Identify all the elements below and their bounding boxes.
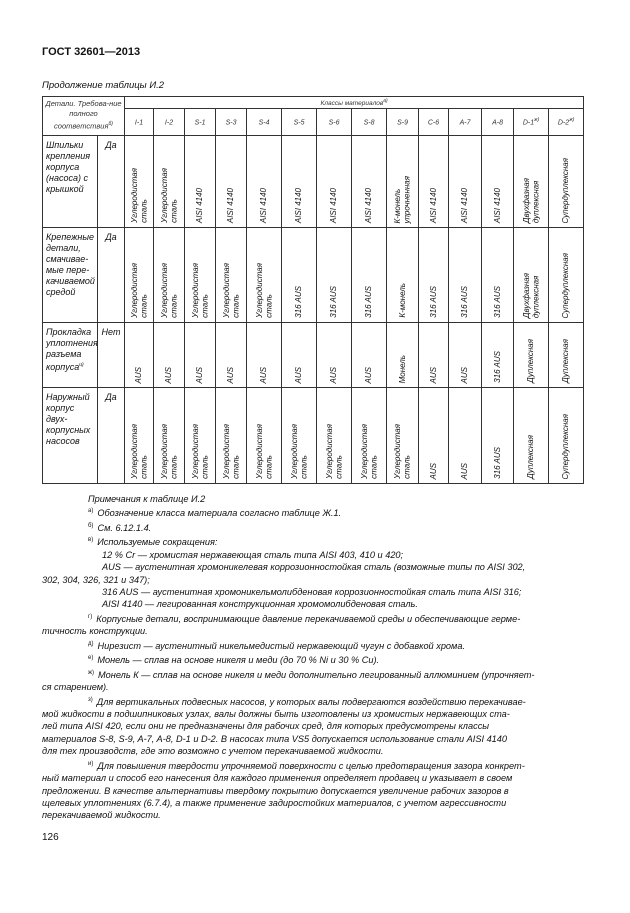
material-cell [282, 136, 317, 228]
material-cell [154, 323, 185, 388]
class-label [549, 109, 584, 136]
material-text: AUS [428, 462, 438, 479]
material-text: AISI 4140 [492, 187, 502, 223]
material-text: Монель [397, 354, 407, 383]
note-line: ся старением). [42, 682, 109, 693]
note-label: д) [88, 640, 94, 647]
material-text: Углеродистая сталь [159, 424, 179, 479]
requirement-cell [98, 388, 125, 484]
note-line: ный материал и способ его нанесения для каждого применения определяет продавец и указывает в своем [42, 773, 513, 784]
note-label: и) [88, 760, 94, 767]
material-cell [352, 323, 387, 388]
materials-table [42, 96, 584, 484]
material-text: 316 AUS [492, 286, 502, 318]
part-cell [43, 388, 98, 484]
material-text: AISI 4140 [259, 187, 269, 223]
note-line: лей типа AISI 420, если они не предназначены для рабочих сред, для которых предусмотрены классы [42, 721, 490, 732]
class-label-text: S-9 [397, 119, 408, 127]
parts-column-header [43, 97, 125, 136]
material-cell [352, 228, 387, 323]
part-cell [43, 323, 98, 388]
material-text: Дуплексная [526, 435, 536, 479]
table-row [43, 228, 584, 323]
material-text: Углеродистая сталь [129, 263, 149, 318]
material-cell [216, 136, 247, 228]
material-cell [125, 388, 154, 484]
material-text: AISI 4140 [329, 187, 339, 223]
material-text: Углеродистая сталь [190, 424, 210, 479]
note-line: перекачиваемой жидкости. [42, 810, 161, 821]
material-text: К-монель упрочненная [393, 175, 412, 223]
parts-header-sup: б) [108, 121, 113, 127]
material-cell [387, 136, 419, 228]
material-cell [247, 136, 282, 228]
material-cell [216, 388, 247, 484]
note-line: щелевых уплотнениях (6.7.4), а также применение задиростойких материалов, с учетом агрессивности [42, 797, 507, 808]
material-cell [185, 228, 216, 323]
material-cell [125, 323, 154, 388]
material-cell [449, 388, 482, 484]
class-label [154, 109, 185, 136]
class-labels-row [43, 109, 584, 136]
material-text: AISI 4140 [226, 187, 236, 223]
material-text: AUS [226, 366, 236, 383]
note-label: ж) [88, 669, 95, 676]
note-text: Для вертикальных подвесных насосов, у которых валы подвергаются воздействию перекачивае- [96, 696, 526, 707]
material-text: Углеродистая сталь [359, 424, 379, 479]
part-text: Наружный корпус двух-корпусных насосов [46, 392, 91, 446]
material-cell [514, 228, 549, 323]
material-text: AUS [294, 366, 304, 383]
material-text: Супердуплексная [561, 413, 571, 479]
class-label-text: I-1 [134, 119, 144, 127]
note-line: 302, 304, 326, 321 и 347); [42, 574, 150, 585]
material-cell [419, 228, 449, 323]
material-text: Углеродистая сталь [221, 263, 241, 318]
class-label [514, 109, 549, 136]
material-cell [549, 228, 584, 323]
class-label-text: S-3 [225, 119, 237, 127]
part-text: Крепежные детали, смачивае-мые пере-качиваемой средой [46, 232, 95, 297]
material-text: AISI 4140 [294, 187, 304, 223]
material-text: Дуплексная [561, 339, 571, 383]
note-line: 316 AUS — аустенитная хромоникельмолибденовая коррозионностойкая сталь типа AISI 316; [102, 587, 522, 598]
material-cell [247, 323, 282, 388]
note-label: з) [88, 696, 93, 703]
note-line: AUS — аустенитная хромоникелевая коррозионностойкая сталь (возможные типы по AISI 302, [102, 562, 526, 573]
notes-title: Примечания к таблице И.2 [88, 494, 206, 504]
material-text: Углеродистая сталь [254, 424, 274, 479]
requirement-cell [98, 136, 125, 228]
material-cell [317, 323, 352, 388]
note-text: Монель — сплав на основе никеля и меди (до 70 % Ni и 30 % Cu). [97, 655, 380, 666]
material-cell [449, 323, 482, 388]
class-label-text: D-2 [557, 119, 570, 127]
material-cell [482, 228, 514, 323]
material-text: AUS [134, 366, 144, 383]
class-label [387, 109, 419, 136]
material-text: 316 AUS [492, 351, 502, 383]
part-sup: и) [79, 362, 84, 368]
material-cell [387, 323, 419, 388]
parts-header-text: Детали. Требова-ние полного соответствия [45, 99, 122, 131]
table-caption: Продолжение таблицы И.2 [42, 80, 165, 91]
material-cell [482, 136, 514, 228]
material-cell [387, 388, 419, 484]
material-text: Углеродистая сталь [129, 424, 149, 479]
material-text: AUS [164, 366, 174, 383]
table-row [43, 323, 584, 388]
material-cell [317, 388, 352, 484]
material-text: Углеродистая сталь [393, 424, 412, 479]
material-cell [154, 388, 185, 484]
class-label [247, 109, 282, 136]
class-label [449, 109, 482, 136]
part-text: Прокладка уплотнения разъема корпуса [46, 327, 98, 372]
table-row [43, 136, 584, 228]
material-text: 316 AUS [329, 286, 339, 318]
material-text: Углеродистая сталь [254, 263, 274, 318]
material-cell [185, 136, 216, 228]
class-label-text: I-2 [164, 119, 174, 127]
material-text: AUS [460, 462, 470, 479]
material-cell [282, 388, 317, 484]
table-row [43, 388, 584, 484]
material-cell [216, 228, 247, 323]
material-cell [317, 136, 352, 228]
material-text: 316 AUS [460, 286, 470, 318]
classes-header-text: Классы материалов [320, 100, 384, 108]
note-line: AISI 4140 — легированная конструкционная хромомолибденовая сталь. [102, 599, 418, 610]
material-cell [282, 323, 317, 388]
class-label [125, 109, 154, 136]
note-line: мой жидкости в подшипниковых узлах, валы должны быть изготовлены из хромистых нержавеющих ста- [42, 709, 510, 719]
class-label-sup: ж) [534, 117, 540, 124]
material-text: 316 AUS [428, 286, 438, 318]
material-cell [352, 388, 387, 484]
class-label [352, 109, 387, 136]
requirement-text: Да [105, 232, 117, 242]
material-text: AUS [195, 366, 205, 383]
material-cell [247, 228, 282, 323]
material-cell [514, 136, 549, 228]
material-text: Двухфазная дуплексная [521, 177, 541, 223]
material-text: AUS [460, 366, 470, 383]
table-notes [42, 493, 583, 822]
material-text: Углеродистая сталь [289, 424, 309, 479]
material-text: AISI 4140 [195, 187, 205, 223]
material-text: Супердуплексная [561, 157, 571, 223]
class-label-text: S-4 [258, 119, 270, 127]
material-cell [449, 228, 482, 323]
class-label-text: A-7 [459, 119, 471, 127]
material-text: AUS [364, 366, 374, 383]
note-text: Монель К — сплав на основе никеля и меди дополнительно легированный аллюминием (упрочняет- [98, 669, 535, 680]
note-text: См. 6.12.1.4. [97, 522, 152, 533]
material-text: Супердуплексная [561, 252, 571, 318]
classes-header [125, 97, 584, 109]
class-label-text: S-1 [194, 119, 206, 127]
class-label-text: C-6 [427, 119, 440, 127]
class-label-text: S-6 [328, 119, 340, 127]
class-label [482, 109, 514, 136]
material-cell [247, 388, 282, 484]
material-cell [419, 136, 449, 228]
material-text: AUS [329, 366, 339, 383]
material-text: 316 AUS [364, 286, 374, 318]
note-line: предложении. В качестве альтернативы твердому покрытию допускается увеличение рабочих зазоров в [42, 785, 509, 796]
material-cell [154, 136, 185, 228]
note-label: а) [88, 508, 94, 515]
material-cell [216, 323, 247, 388]
part-text: Шпильки крепления корпуса (насоса) с крышкой [46, 140, 91, 194]
requirement-cell [98, 323, 125, 388]
requirement-text: Нет [101, 327, 121, 337]
material-text: AISI 4140 [364, 187, 374, 223]
material-cell [549, 388, 584, 484]
class-label-text: S-8 [363, 119, 375, 127]
note-line: материалов S-8, S-9, A-7, A-8, D-1 и D-2. В насосах типа VS5 допускается использование стали AISI 4140 [42, 733, 508, 744]
material-cell [154, 228, 185, 323]
table-body [43, 136, 584, 484]
note-text: Корпусные детали, воспринимающие давление перекачиваемой среды и обеспечивающие герме- [96, 613, 521, 624]
part-cell [43, 228, 98, 323]
material-text: Углеродистая сталь [159, 168, 179, 223]
part-cell [43, 136, 98, 228]
material-text: Углеродистая сталь [190, 263, 210, 318]
doc-title: ГОСТ 32601—2013 [42, 46, 141, 58]
material-text: 316 AUS [294, 286, 304, 318]
note-text: Используемые сокращения: [97, 537, 218, 548]
material-cell [125, 228, 154, 323]
material-text: 316 AUS [492, 447, 502, 479]
note-text: Обозначение класса материала согласно таблице Ж.1. [97, 508, 342, 519]
material-cell [125, 136, 154, 228]
material-text: AUS [428, 366, 438, 383]
material-cell [482, 388, 514, 484]
class-label [419, 109, 449, 136]
material-cell [352, 136, 387, 228]
material-cell [185, 388, 216, 484]
material-text: К-монель [397, 283, 407, 318]
class-label-text: D-1 [522, 119, 535, 127]
requirement-text: Да [105, 392, 117, 402]
note-line: тичность конструкции. [42, 626, 148, 637]
material-cell [185, 323, 216, 388]
requirement-cell [98, 228, 125, 323]
page-number: 126 [42, 832, 59, 843]
material-cell [482, 323, 514, 388]
material-text: Углеродистая сталь [221, 424, 241, 479]
material-text: Двухфазная дуплексная [521, 272, 541, 318]
material-cell [317, 228, 352, 323]
requirement-text: Да [105, 140, 117, 150]
material-text: AUS [259, 366, 269, 383]
class-label [317, 109, 352, 136]
material-cell [549, 136, 584, 228]
material-cell [282, 228, 317, 323]
material-text: Углеродистая сталь [159, 263, 179, 318]
class-label [216, 109, 247, 136]
note-text: Для повышения твердости упрочняемой поверхности с целью предотвращения зазора конкрет- [97, 760, 525, 771]
material-text: Углеродистая сталь [324, 424, 344, 479]
note-label: в) [88, 537, 94, 544]
material-cell [449, 136, 482, 228]
note-label: б) [88, 522, 94, 529]
material-cell [419, 323, 449, 388]
material-cell [514, 323, 549, 388]
classes-header-sup: а) [383, 97, 388, 104]
material-text: Углеродистая сталь [129, 168, 149, 223]
material-text: AISI 4140 [460, 187, 470, 223]
material-text: AISI 4140 [428, 187, 438, 223]
class-label-text: S-5 [293, 119, 305, 127]
note-label: г) [88, 613, 93, 620]
note-line: 12 % Cr — хромистая нержавеющая сталь типа AISI 403, 410 и 420; [102, 549, 404, 560]
material-cell [514, 388, 549, 484]
class-label [185, 109, 216, 136]
class-label-text: A-8 [492, 119, 503, 127]
note-line: для тех производств, где это возможно с учетом перекачиваемой жидкости. [42, 746, 384, 757]
material-text: Дуплексная [526, 339, 536, 383]
class-label [282, 109, 317, 136]
material-cell [419, 388, 449, 484]
note-label: е) [88, 655, 94, 662]
material-cell [549, 323, 584, 388]
note-text: Нирезист — аустенитный никельмедистый нержавеющий чугун с добавкой хрома. [97, 640, 465, 651]
material-cell [387, 228, 419, 323]
class-label-sup: ж) [569, 117, 575, 124]
